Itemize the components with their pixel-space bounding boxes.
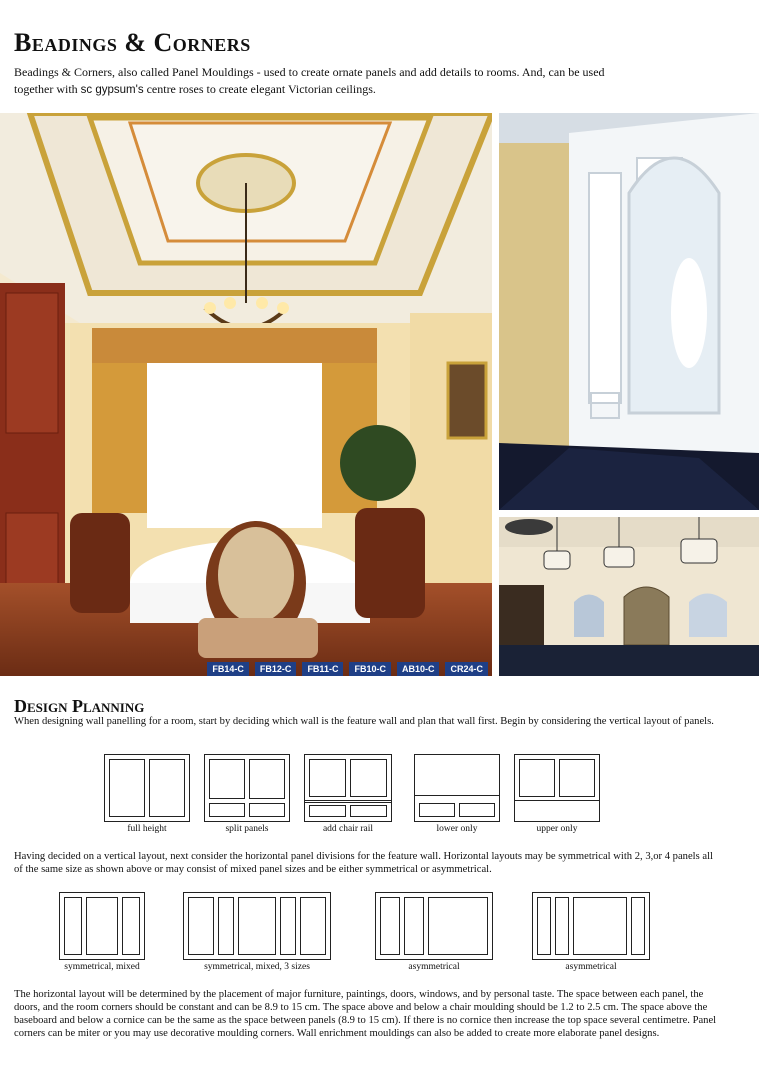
product-code-bar	[0, 662, 492, 676]
diagram-caption: lower only	[436, 824, 478, 834]
intro-text	[14, 64, 734, 99]
product-code-label: FB12-C	[255, 662, 297, 676]
diagram-caption: full height	[127, 824, 167, 834]
diagram-caption: add chair rail	[322, 824, 374, 834]
intro-paragraph: When designing wall panelling for a room, start by deciding which wall is the feature wall and plan that wall first. Begin by considering the vertical layout of panels.	[14, 716, 714, 727]
diagram-symmetrical-mixed	[59, 892, 145, 960]
diagram-lower-only	[414, 754, 500, 822]
intro-line1: Beadings & Corners, also called Panel Mouldings - used to create ornate panels and add details to rooms. And, can be used	[14, 65, 605, 79]
ballroom-photo	[499, 517, 759, 676]
diagram-caption: symmetrical, mixed	[64, 962, 140, 972]
brand-name: sc gypsum's	[80, 84, 144, 96]
diagram-split-panels	[204, 754, 290, 822]
diagram-symmetrical-3-sizes	[183, 892, 331, 960]
diagram-caption: split panels	[225, 824, 269, 834]
diagram-caption: asymmetrical	[565, 962, 617, 972]
diagram-full-height	[104, 754, 190, 822]
intro-line2-end: centre roses to create elegant Victorian ceilings.	[143, 82, 376, 96]
product-code-label: FB10-C	[349, 662, 391, 676]
page-title: Beadings & Corners	[14, 28, 251, 57]
diagram-asymmetrical-a	[375, 892, 493, 960]
product-code-label: CR24-C	[445, 662, 488, 676]
intro-line2-start: together with	[14, 82, 81, 96]
product-code-label: FB11-C	[302, 662, 343, 676]
product-code-label: FB14-C	[207, 662, 249, 676]
diagram-caption: upper only	[536, 824, 578, 834]
diagram-upper-only	[514, 754, 600, 822]
horizontal-paragraph: Having decided on a vertical layout, next consider the horizontal panel divisions for the feature wall. Horizontal layouts may be symmetrical with 2, 3,or 4 panels all of the same size as shown above or may consist of mixed panel sizes and be either symmetrical or asymmetrical.	[14, 851, 713, 875]
dining-room-photo	[0, 113, 492, 676]
diagram-caption: symmetrical, mixed, 3 sizes	[204, 962, 310, 972]
spacing-paragraph: The horizontal layout will be determined by the placement of major furniture, paintings, doors, windows, and by personal taste. The space between each panel, the doors, and the room corners should be constant and can be 8.9 to 15 cm. The space above and below a chair moulding should be 1.2 to 2.5 cm. The space above the baseboard and below a cornice can be the same as the space between panels (8.9 to 15 cm). If there is no cornice then increase the top space several centimetre. Panel corners can be miter or you may use decorative moulding corners. Wall enrichment mouldings can also be added to create more elaborate panel designs.	[14, 989, 717, 1039]
product-code-label: AB10-C	[397, 662, 440, 676]
diagram-asymmetrical-b	[532, 892, 650, 960]
panelled-wall-photo	[499, 113, 759, 510]
diagram-chair-rail	[304, 754, 392, 822]
diagram-caption: asymmetrical	[408, 962, 460, 972]
section-heading: Design Planning	[14, 696, 145, 716]
